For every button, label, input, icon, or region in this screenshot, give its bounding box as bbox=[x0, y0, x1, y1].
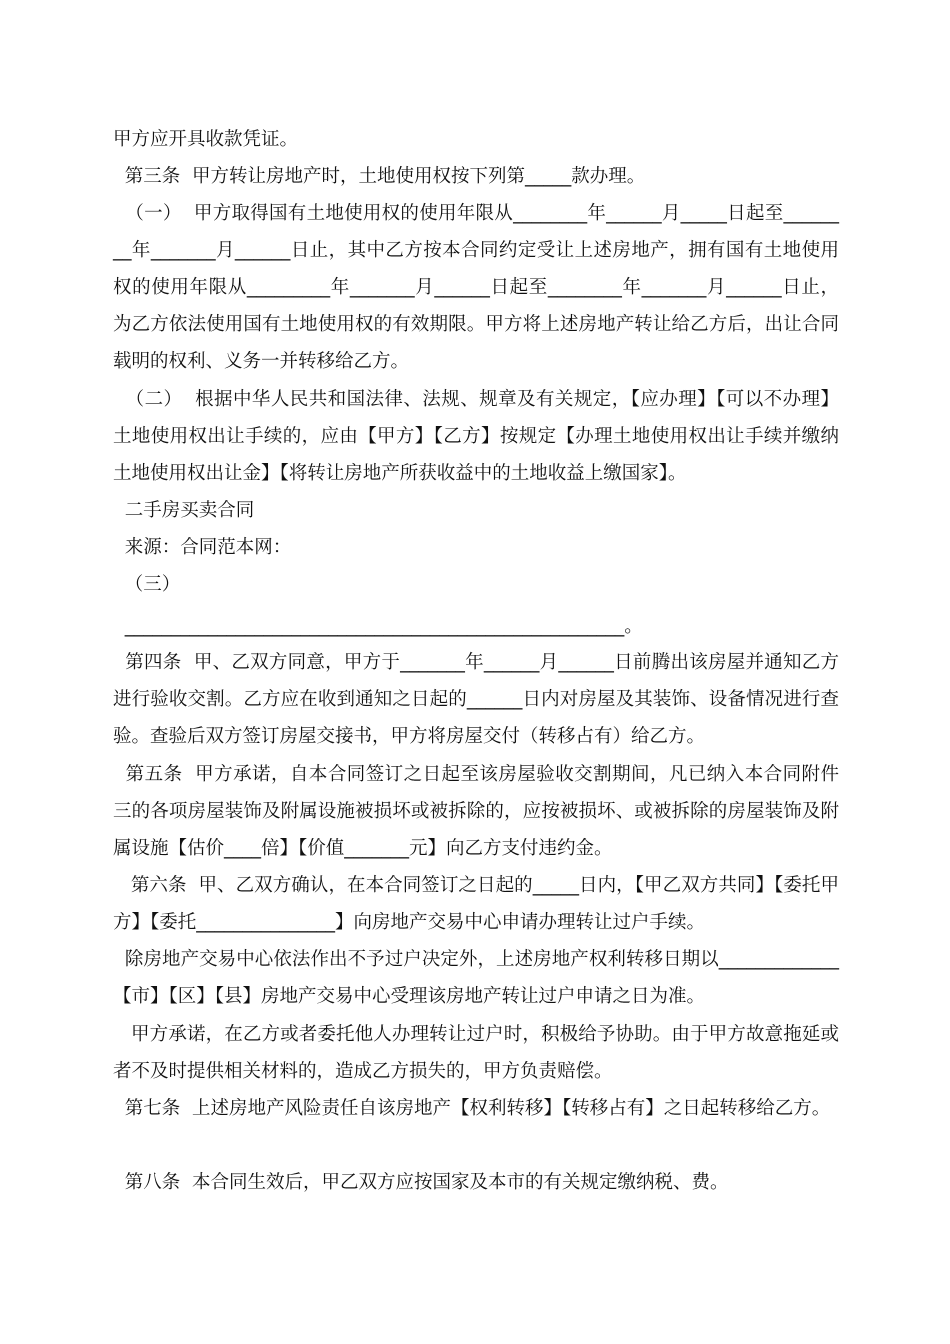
paragraph-clause-3-blank: ______________________________________________________。 bbox=[113, 616, 643, 637]
paragraph-receipt: 甲方应开具收款凭证。 bbox=[113, 129, 299, 150]
paragraph-transfer-date: 除房地产交易中心依法作出不予过户决定外，上述房地产权利转移日期以_____________【市】【区】【县】房地产交易中心受理该房地产转让过户申请之日为准。 bbox=[113, 949, 839, 1007]
paragraph-clause-1: （一） 甲方取得国有土地使用权的使用年限从________年______月_____日起至________年_______月______日止，其中乙方按本合同约定受让上述房地产，拥有国有土地使用权的使用年限从_________年_______月______日起至________年_______月______日止，为乙方依法使用国有土地使用权的有效期限。甲方将上述房地产转让给乙方后，出让合同载明的权利、义务一并转移给乙方。 bbox=[113, 203, 839, 372]
paragraph-heading: 二手房买卖合同 bbox=[113, 500, 255, 521]
paragraph-clause-2: （二） 根据中华人民共和国法律、法规、规章及有关规定，【应办理】【可以不办理】土地使用权出让手续的，应由【甲方】【乙方】按规定【办理土地使用权出让手续并缴纳土地使用权出让金】【将转让房地产所获收益中的土地收益上缴国家】。 bbox=[113, 389, 839, 484]
paragraph-article-4: 第四条 甲、乙双方同意，甲方于_______年______月______日前腾出该房屋并通知乙方进行验收交割。乙方应在收到通知之日起的______日内对房屋及其装饰、设备情况进行查验。查验后双方签订房屋交接书，甲方将房屋交付（转移占有）给乙方。 bbox=[113, 652, 840, 747]
paragraph-clause-3: （三） bbox=[113, 574, 181, 595]
paragraph-source: 来源：合同范本网： bbox=[113, 537, 292, 558]
paragraph-article-3: 第三条 甲方转让房地产时，土地使用权按下列第_____款办理。 bbox=[113, 166, 646, 187]
paragraph-article-8: 第八条 本合同生效后，甲乙双方应按国家及本市的有关规定缴纳税、费。 bbox=[113, 1172, 729, 1193]
paragraph-party-a-promise: 甲方承诺，在乙方或者委托他人办理转让过户时，积极给予协助。由于甲方故意拖延或者不及时提供相关材料的，造成乙方损失的，甲方负责赔偿。 bbox=[113, 1024, 839, 1082]
paragraph-article-5: 第五条 甲方承诺，自本合同签订之日起至该房屋验收交割期间，凡已纳入本合同附件三的各项房屋装饰及附属设施被损坏或被拆除的，应按被损坏、或被拆除的房屋装饰及附属设施【估价____倍】【价值_______元】向乙方支付违约金。 bbox=[113, 764, 840, 859]
paragraph-article-6: 第六条 甲、乙双方确认，在本合同签订之日起的_____日内，【甲乙双方共同】【委托甲方】【委托_______________】向房地产交易中心申请办理转让过户手续。 bbox=[113, 875, 839, 933]
paragraph-article-7: 第七条 上述房地产风险责任自该房地产【权利转移】【转移占有】之日起转移给乙方。 bbox=[113, 1098, 831, 1119]
